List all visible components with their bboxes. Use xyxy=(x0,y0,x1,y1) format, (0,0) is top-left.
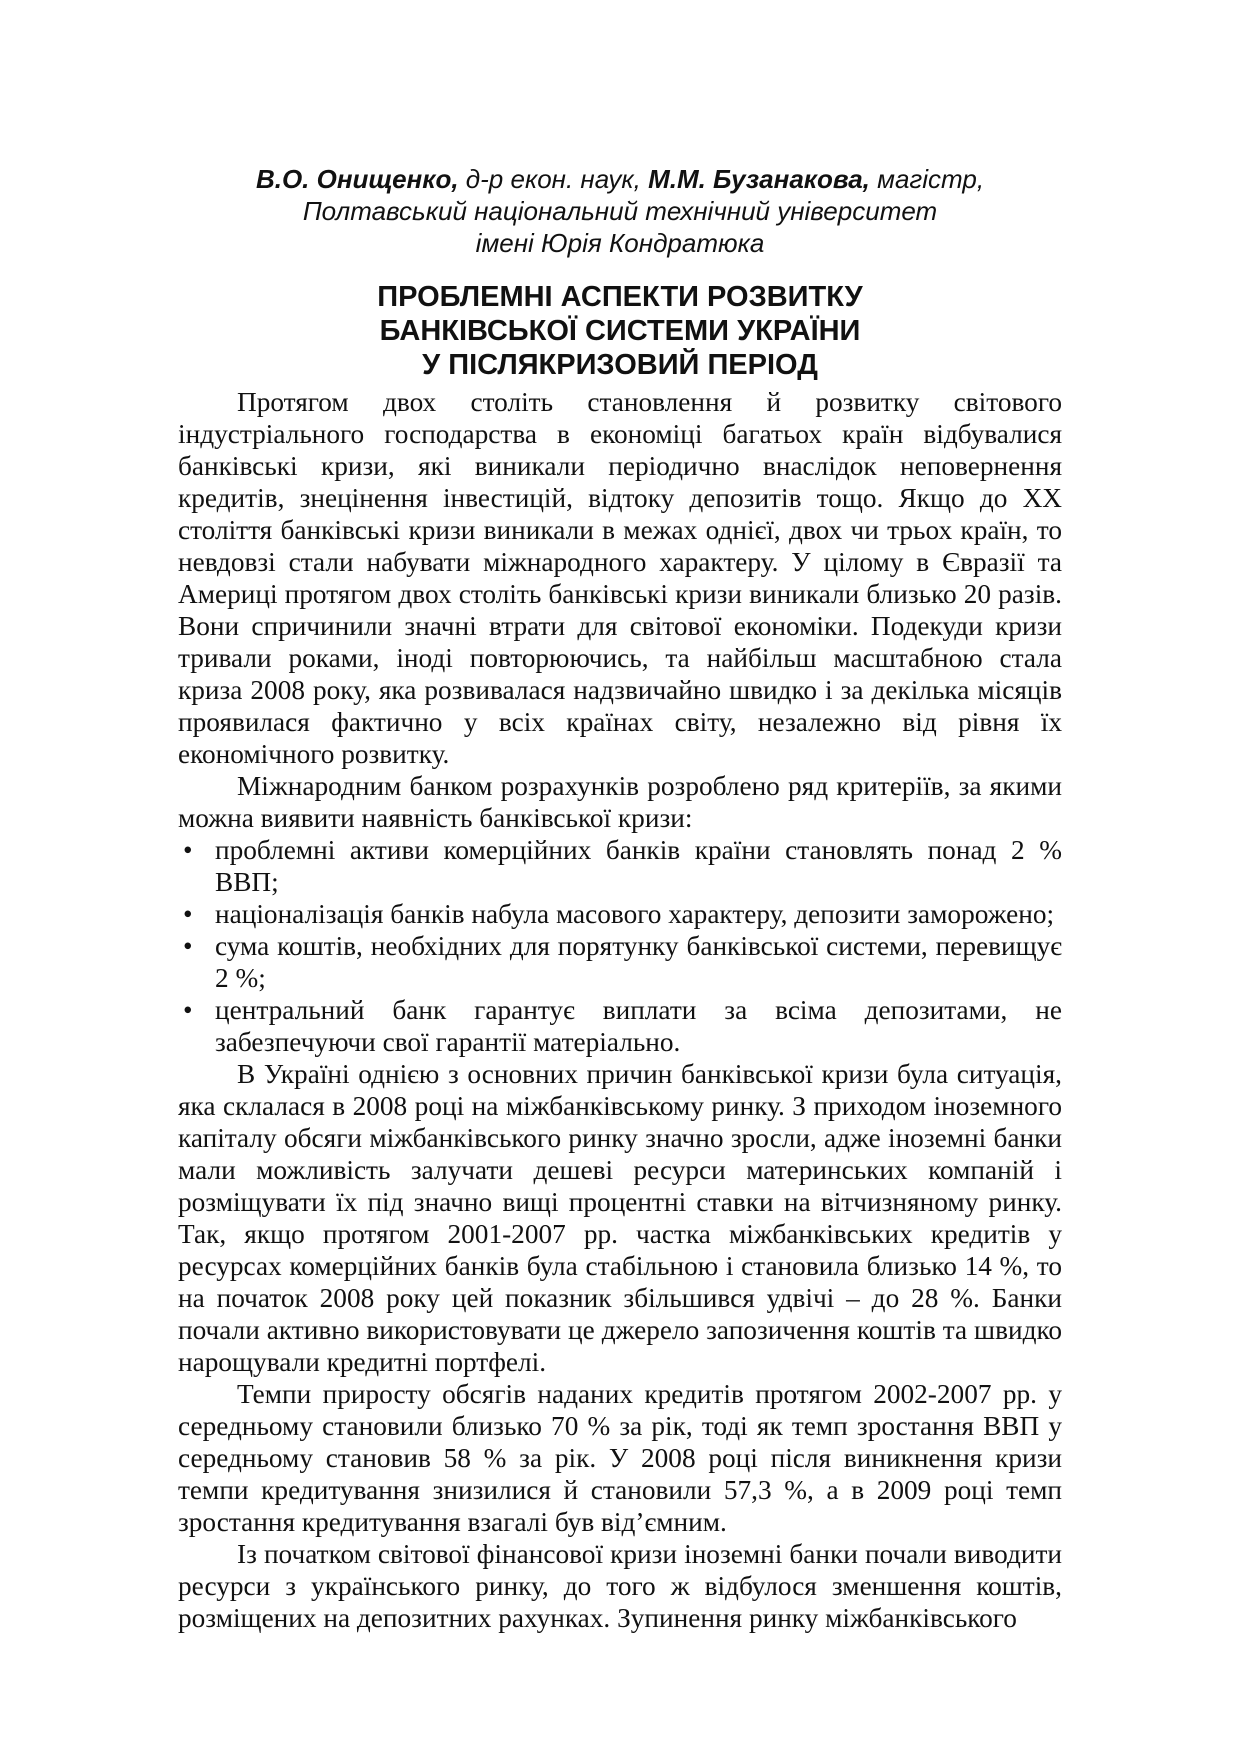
affiliation-line-2: імені Юрія Кондратюка xyxy=(475,228,765,258)
article-body xyxy=(178,386,1062,1634)
author1-degree: д-р екон. наук, xyxy=(458,164,649,194)
paragraph-1: Протягом двох століть становлення й розвитку світового індустріального господарства в економіці багатьох країн відбувалися банківські кризи, які виникали періодично внаслідок неповернення кредитів, знецінення інвестицій, відтоку депозитів тощо. Якщо до XX століття банківські кризи виникали в межах однієї, двох чи трьох країн, то невдовзі стали набувати міжнародного характеру. У цілому в Євразії та Америці протягом двох століть банківські кризи виникали близько 20 разів. Вони спричинили значні втрати для світової економіки. Подекуди кризи тривали роками, іноді повторюючись, та найбільш масштабною стала криза 2008 року, яка розвивалася надзвичайно швидко і за декілька місяців проявилася фактично у всіх країнах світу, незалежно від рівня їх економічного розвитку. xyxy=(178,387,1062,769)
paragraph-2: Міжнародним банком розрахунків розроблено ряд критеріїв, за якими можна виявити наявність банківської кризи: xyxy=(178,771,1062,833)
bullet-icon: • xyxy=(183,835,193,865)
author1-name: В.О. Онищенко, xyxy=(255,164,459,194)
list-item xyxy=(178,898,1062,930)
author-block xyxy=(180,163,1060,259)
author2-name: М.М. Бузанакова, xyxy=(648,164,870,194)
paragraph-5: Із початком світової фінансової кризи іноземні банки почали виводити ресурси з українського ринку, до того ж відбулося зменшення коштів, розміщених на депозитних рахунках. Зупинення ринку міжбанківського xyxy=(178,1539,1062,1633)
list-item xyxy=(178,930,1062,994)
affiliation-line-1: Полтавський національний технічний університет xyxy=(302,196,938,226)
bullet-icon: • xyxy=(183,899,193,929)
list-item-text: центральний банк гарантує виплати за всіма депозитами, не забезпечуючи свої гарантії матеріально. xyxy=(215,995,1062,1057)
authors-line xyxy=(180,163,1060,195)
list-item xyxy=(178,834,1062,898)
list-item-text: проблемні активи комерційних банків країни становлять понад 2 % ВВП; xyxy=(215,835,1062,897)
paragraph-4: Темпи приросту обсягів наданих кредитів протягом 2002-2007 рр. у середньому становили близько 70 % за рік, тоді як темп зростання ВВП у середньому становив 58 % за рік. У 2008 році після виникнення кризи темпи кредитування знизилися й становили 57,3 %, а в 2009 році темп зростання кредитування взагалі був від’ємним. xyxy=(178,1379,1062,1537)
bullet-icon: • xyxy=(183,931,193,961)
paragraph-3: В Україні однією з основних причин банківської кризи була ситуація, яка склалася в 2008 році на міжбанківському ринку. З приходом іноземного капіталу обсяги міжбанківського ринку значно зросли, адже іноземні банки мали можливість залучати дешеві ресурси материнських компаній і розміщувати їх під значно вищі процентні ставки на вітчизняному ринку. Так, якщо протягом 2001-2007 рр. частка міжбанківських кредитів у ресурсах комерційних банків була стабільною і становила близько 14 %, то на початок 2008 року цей показник збільшився удвічі – до 28 %. Банки почали активно використовувати це джерело запозичення коштів та швидко нарощували кредитні портфелі. xyxy=(178,1059,1062,1377)
list-item-text: сума коштів, необхідних для порятунку банківської системи, перевищує 2 %; xyxy=(215,931,1062,993)
bullet-icon: • xyxy=(183,995,193,1025)
list-item xyxy=(178,994,1062,1058)
title-line-3: У ПІСЛЯКРИЗОВИЙ ПЕРІОД xyxy=(422,349,818,381)
author2-degree: магістр, xyxy=(869,164,985,194)
article-title xyxy=(180,280,1060,382)
title-line-2: БАНКІВСЬКОЇ СИСТЕМИ УКРАЇНИ xyxy=(379,315,861,347)
criteria-list xyxy=(178,834,1062,1058)
list-item-text: націоналізація банків набула масового характеру, депозити заморожено; xyxy=(215,899,1055,929)
title-line-1: ПРОБЛЕМНІ АСПЕКТИ РОЗВИТКУ xyxy=(377,281,863,313)
